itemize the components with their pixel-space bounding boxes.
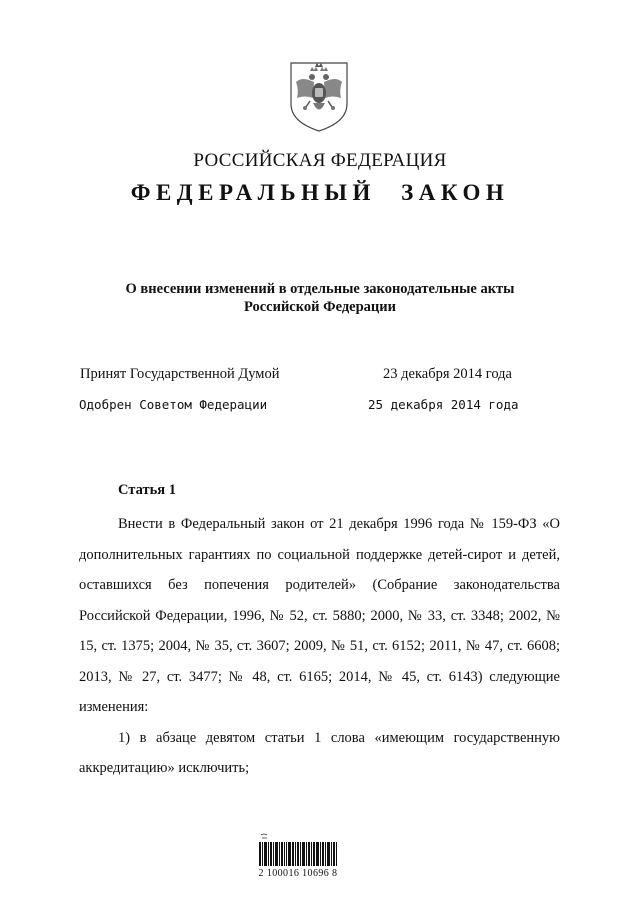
- barcode-number: 2 100016 10696 8: [258, 868, 338, 879]
- coat-of-arms-emblem-icon: [288, 60, 350, 134]
- article-paragraph: Внести в Федеральный закон от 21 декабря 1996 года № 159-ФЗ «О дополнительных гарантиях по социальной поддержке детей-сирот и детей, оставшихся без попечения родителей» (Собрание законодательства Российской Федерации, 1996, № 52, ст. 5880; 2000, № 33, ст. 3348; 2002, № 15, ст. 1375; 2004, № 35, ст. 3607; 2009, № 51, ст. 6152; 2011, № 47, ст. 6608; 2013, № 27, ст. 3477; № 48, ст. 6165; 2014, № 45, ст. 6143) следующие изменения:: [79, 516, 560, 715]
- adoption-row-duma: [0, 366, 640, 386]
- document-type: ФЕДЕРАЛЬНЫЙ ЗАКОН: [130, 180, 510, 205]
- article-paragraph: 1) в абзаце девятом статьи 1 слова «имеющим государственную аккредитацию» исключить;: [79, 729, 560, 776]
- article-body: [79, 509, 560, 784]
- law-title-line-1: О внесении изменений в отдельные законодательные акты: [125, 281, 515, 297]
- adoption-date: 23 декабря 2014 года: [383, 366, 512, 382]
- approval-date: 25 декабря 2014 года: [368, 397, 519, 412]
- adoption-row-federation-council: [0, 397, 640, 417]
- article-heading: Статья 1: [118, 482, 176, 498]
- country-name: РОССИЙСКАЯ ФЕДЕРАЦИЯ: [193, 150, 447, 171]
- law-title-line-2: Российской Федерации: [243, 299, 396, 315]
- approval-label: Одобрен Советом Федерации: [79, 397, 268, 412]
- law-title: [0, 280, 640, 316]
- adoption-label: Принят Государственной Думой: [80, 366, 280, 382]
